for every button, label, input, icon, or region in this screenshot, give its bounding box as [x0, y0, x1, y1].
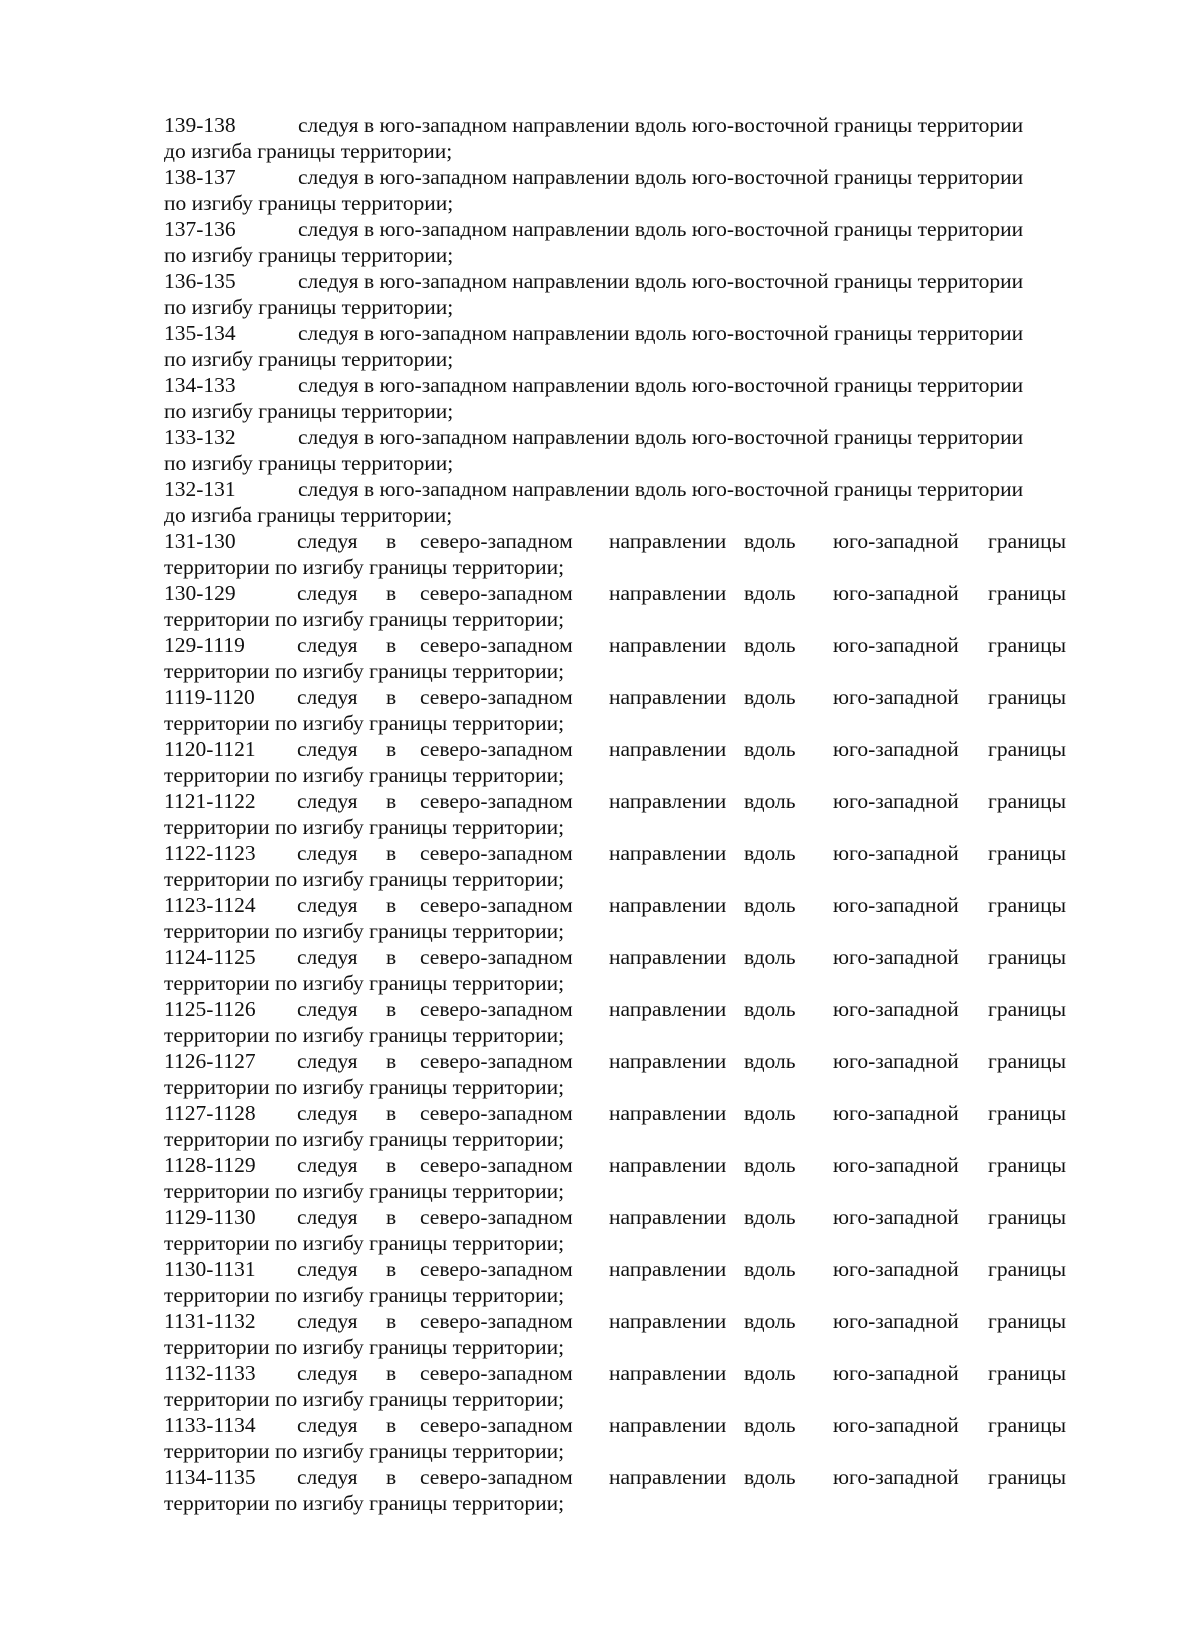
description-word: вдоль: [744, 893, 796, 917]
segment-description-continuation: по изгибу границы территории;: [164, 191, 454, 215]
segment-description-continuation: до изгиба границы территории;: [164, 503, 453, 527]
description-word: направлении: [609, 529, 727, 553]
description-word: северо-западном: [420, 1465, 573, 1489]
description-word: юго-западной: [833, 1257, 959, 1281]
description-word: направлении: [609, 685, 727, 709]
description-word: северо-западном: [420, 737, 573, 761]
description-word: направлении: [609, 581, 727, 605]
description-word: вдоль: [744, 841, 796, 865]
description-word: в: [386, 893, 397, 917]
segment-description: следуя в юго-западном направлении вдоль юго-восточной границы территории: [298, 425, 1024, 449]
description-word: следуя: [297, 1153, 358, 1177]
description-word: северо-западном: [420, 1413, 573, 1437]
segment-description: следуя в юго-западном направлении вдоль юго-восточной границы территории: [298, 217, 1024, 241]
description-word: направлении: [609, 841, 727, 865]
description-word: северо-западном: [420, 841, 573, 865]
description-word: следуя: [297, 685, 358, 709]
segment-code: 136-135: [164, 269, 236, 293]
description-word: юго-западной: [833, 1361, 959, 1385]
description-word: направлении: [609, 1309, 727, 1333]
boundary-entry: [164, 944, 1080, 996]
boundary-entry: [164, 476, 1080, 528]
segment-description-continuation: территории по изгибу границы территории;: [164, 971, 565, 995]
description-word: границы: [988, 945, 1067, 969]
description-word: границы: [988, 529, 1067, 553]
boundary-entry: [164, 1308, 1080, 1360]
description-word: следуя: [297, 1049, 358, 1073]
description-word: в: [386, 1257, 397, 1281]
description-word: границы: [988, 1205, 1067, 1229]
description-word: юго-западной: [833, 1205, 959, 1229]
description-word: границы: [988, 893, 1067, 917]
description-word: вдоль: [744, 1361, 796, 1385]
segment-description: следуя в юго-западном направлении вдоль юго-восточной границы территории: [298, 269, 1024, 293]
description-word: северо-западном: [420, 1257, 573, 1281]
description-word: северо-западном: [420, 685, 573, 709]
segment-description-continuation: территории по изгибу границы территории;: [164, 607, 565, 631]
description-word: следуя: [297, 1309, 358, 1333]
description-word: направлении: [609, 997, 727, 1021]
segment-description-continuation: территории по изгибу границы территории;: [164, 919, 565, 943]
boundary-entry: [164, 996, 1080, 1048]
segment-description-continuation: территории по изгибу границы территории;: [164, 763, 565, 787]
description-word: вдоль: [744, 1153, 796, 1177]
description-word: направлении: [609, 1101, 727, 1125]
description-word: вдоль: [744, 1205, 796, 1229]
description-word: в: [386, 1049, 397, 1073]
segment-code: 139-138: [164, 113, 236, 137]
description-word: юго-западной: [833, 1309, 959, 1333]
boundary-entry: [164, 112, 1080, 164]
segment-code: 1134-1135: [164, 1465, 256, 1489]
description-word: направлении: [609, 945, 727, 969]
description-word: северо-западном: [420, 529, 573, 553]
description-word: в: [386, 1465, 397, 1489]
description-word: юго-западной: [833, 581, 959, 605]
segment-description-continuation: территории по изгибу границы территории;: [164, 711, 565, 735]
segment-description-continuation: территории по изгибу границы территории;: [164, 1283, 565, 1307]
description-word: границы: [988, 997, 1067, 1021]
description-word: следуя: [297, 633, 358, 657]
boundary-entry: [164, 580, 1080, 632]
description-word: границы: [988, 1465, 1067, 1489]
description-word: северо-западном: [420, 1205, 573, 1229]
description-word: следуя: [297, 1257, 358, 1281]
segment-code: 1128-1129: [164, 1153, 256, 1177]
description-word: границы: [988, 685, 1067, 709]
description-word: юго-западной: [833, 997, 959, 1021]
description-word: северо-западном: [420, 633, 573, 657]
description-word: направлении: [609, 1257, 727, 1281]
description-word: следуя: [297, 1361, 358, 1385]
description-word: направлении: [609, 789, 727, 813]
description-word: следуя: [297, 1413, 358, 1437]
segment-code: 1126-1127: [164, 1049, 256, 1073]
segment-description-continuation: территории по изгибу границы территории;: [164, 1127, 565, 1151]
description-word: границы: [988, 737, 1067, 761]
boundary-entry: [164, 528, 1080, 580]
segment-description-continuation: территории по изгибу границы территории;: [164, 1075, 565, 1099]
description-word: вдоль: [744, 1101, 796, 1125]
boundary-entry: [164, 736, 1080, 788]
description-word: в: [386, 1101, 397, 1125]
description-word: в: [386, 841, 397, 865]
segment-code: 1120-1121: [164, 737, 256, 761]
description-word: следуя: [297, 789, 358, 813]
description-word: вдоль: [744, 945, 796, 969]
description-word: северо-западном: [420, 1101, 573, 1125]
segment-description-continuation: территории по изгибу границы территории;: [164, 1023, 565, 1047]
boundary-description-list: [164, 112, 1080, 1516]
segment-code: 1129-1130: [164, 1205, 256, 1229]
segment-description-continuation: территории по изгибу границы территории;: [164, 1491, 565, 1515]
description-word: направлении: [609, 1049, 727, 1073]
description-word: направлении: [609, 1153, 727, 1177]
description-word: юго-западной: [833, 685, 959, 709]
description-word: вдоль: [744, 529, 796, 553]
boundary-entry: [164, 216, 1080, 268]
segment-code: 1119-1120: [164, 685, 255, 709]
description-word: следуя: [297, 1101, 358, 1125]
description-word: юго-западной: [833, 1101, 959, 1125]
description-word: вдоль: [744, 789, 796, 813]
description-word: северо-западном: [420, 997, 573, 1021]
boundary-entry: [164, 1256, 1080, 1308]
description-word: в: [386, 1153, 397, 1177]
description-word: следуя: [297, 1205, 358, 1229]
description-word: границы: [988, 789, 1067, 813]
boundary-entry: [164, 268, 1080, 320]
segment-description-continuation: территории по изгибу границы территории;: [164, 867, 565, 891]
segment-code: 131-130: [164, 529, 236, 553]
segment-description: следуя в юго-западном направлении вдоль юго-восточной границы территории: [298, 165, 1024, 189]
segment-code: 1124-1125: [164, 945, 256, 969]
description-word: границы: [988, 1257, 1067, 1281]
segment-description-continuation: территории по изгибу границы территории;: [164, 555, 565, 579]
boundary-entry: [164, 1100, 1080, 1152]
description-word: северо-западном: [420, 789, 573, 813]
description-word: следуя: [297, 893, 358, 917]
description-word: юго-западной: [833, 1413, 959, 1437]
description-word: следуя: [297, 581, 358, 605]
segment-description-continuation: по изгибу границы территории;: [164, 295, 454, 319]
segment-description-continuation: территории по изгибу границы территории;: [164, 815, 565, 839]
description-word: направлении: [609, 737, 727, 761]
description-word: вдоль: [744, 1049, 796, 1073]
segment-code: 130-129: [164, 581, 236, 605]
segment-code: 129-1119: [164, 633, 245, 657]
description-word: в: [386, 633, 397, 657]
segment-code: 1125-1126: [164, 997, 256, 1021]
boundary-entry: [164, 892, 1080, 944]
segment-code: 1130-1131: [164, 1257, 256, 1281]
description-word: границы: [988, 581, 1067, 605]
description-word: в: [386, 1309, 397, 1333]
description-word: северо-западном: [420, 1309, 573, 1333]
description-word: юго-западной: [833, 789, 959, 813]
description-word: северо-западном: [420, 1361, 573, 1385]
segment-description-continuation: территории по изгибу границы территории;: [164, 1179, 565, 1203]
description-word: границы: [988, 1309, 1067, 1333]
description-word: вдоль: [744, 1413, 796, 1437]
description-word: вдоль: [744, 581, 796, 605]
description-word: вдоль: [744, 633, 796, 657]
description-word: юго-западной: [833, 841, 959, 865]
description-word: северо-западном: [420, 1049, 573, 1073]
segment-description: следуя в юго-западном направлении вдоль юго-восточной границы территории: [298, 113, 1024, 137]
description-word: юго-западной: [833, 945, 959, 969]
description-word: юго-западной: [833, 633, 959, 657]
segment-code: 1123-1124: [164, 893, 256, 917]
description-word: юго-западной: [833, 737, 959, 761]
segment-description-continuation: территории по изгибу границы территории;: [164, 1387, 565, 1411]
description-word: вдоль: [744, 997, 796, 1021]
segment-description-continuation: до изгиба границы территории;: [164, 139, 453, 163]
description-word: направлении: [609, 893, 727, 917]
description-word: в: [386, 1413, 397, 1437]
description-word: границы: [988, 1413, 1067, 1437]
boundary-entry: [164, 632, 1080, 684]
segment-description-continuation: территории по изгибу границы территории;: [164, 1439, 565, 1463]
boundary-entry: [164, 424, 1080, 476]
description-word: направлении: [609, 1413, 727, 1437]
boundary-entry: [164, 1464, 1080, 1516]
description-word: юго-западной: [833, 893, 959, 917]
boundary-entry: [164, 1412, 1080, 1464]
boundary-entry: [164, 1360, 1080, 1412]
boundary-entry: [164, 164, 1080, 216]
segment-description-continuation: по изгибу границы территории;: [164, 243, 454, 267]
description-word: юго-западной: [833, 1049, 959, 1073]
description-word: в: [386, 997, 397, 1021]
description-word: в: [386, 529, 397, 553]
description-word: следуя: [297, 841, 358, 865]
description-word: в: [386, 789, 397, 813]
segment-description-continuation: территории по изгибу границы территории;: [164, 1335, 565, 1359]
boundary-entry: [164, 788, 1080, 840]
description-word: следуя: [297, 737, 358, 761]
description-word: вдоль: [744, 1309, 796, 1333]
segment-description-continuation: территории по изгибу границы территории;: [164, 1231, 565, 1255]
description-word: следуя: [297, 945, 358, 969]
segment-description-continuation: по изгибу границы территории;: [164, 399, 454, 423]
segment-code: 1121-1122: [164, 789, 256, 813]
description-word: границы: [988, 633, 1067, 657]
segment-code: 138-137: [164, 165, 236, 189]
segment-description-continuation: по изгибу границы территории;: [164, 451, 454, 475]
description-word: северо-западном: [420, 893, 573, 917]
description-word: в: [386, 581, 397, 605]
description-word: в: [386, 1205, 397, 1229]
boundary-entry: [164, 320, 1080, 372]
segment-code: 1122-1123: [164, 841, 256, 865]
description-word: юго-западной: [833, 1153, 959, 1177]
segment-code: 1131-1132: [164, 1309, 256, 1333]
description-word: вдоль: [744, 737, 796, 761]
description-word: вдоль: [744, 1465, 796, 1489]
description-word: направлении: [609, 1361, 727, 1385]
description-word: юго-западной: [833, 529, 959, 553]
segment-code: 1127-1128: [164, 1101, 256, 1125]
description-word: вдоль: [744, 685, 796, 709]
boundary-entry: [164, 1048, 1080, 1100]
description-word: следуя: [297, 997, 358, 1021]
description-word: северо-западном: [420, 581, 573, 605]
description-word: следуя: [297, 529, 358, 553]
description-word: в: [386, 945, 397, 969]
description-word: границы: [988, 1101, 1067, 1125]
segment-description-continuation: по изгибу границы территории;: [164, 347, 454, 371]
segment-code: 1133-1134: [164, 1413, 256, 1437]
description-word: вдоль: [744, 1257, 796, 1281]
description-word: границы: [988, 1049, 1067, 1073]
description-word: в: [386, 737, 397, 761]
segment-description-continuation: территории по изгибу границы территории;: [164, 659, 565, 683]
segment-code: 134-133: [164, 373, 236, 397]
segment-description: следуя в юго-западном направлении вдоль юго-восточной границы территории: [298, 477, 1024, 501]
description-word: в: [386, 685, 397, 709]
description-word: северо-западном: [420, 1153, 573, 1177]
boundary-entry: [164, 684, 1080, 736]
description-word: направлении: [609, 633, 727, 657]
segment-code: 132-131: [164, 477, 236, 501]
description-word: северо-западном: [420, 945, 573, 969]
description-word: границы: [988, 841, 1067, 865]
description-word: следуя: [297, 1465, 358, 1489]
segment-description: следуя в юго-западном направлении вдоль юго-восточной границы территории: [298, 373, 1024, 397]
boundary-entry: [164, 840, 1080, 892]
segment-code: 1132-1133: [164, 1361, 256, 1385]
description-word: границы: [988, 1361, 1067, 1385]
boundary-entry: [164, 1152, 1080, 1204]
segment-code: 135-134: [164, 321, 236, 345]
description-word: направлении: [609, 1205, 727, 1229]
description-word: границы: [988, 1153, 1067, 1177]
description-word: направлении: [609, 1465, 727, 1489]
description-word: юго-западной: [833, 1465, 959, 1489]
boundary-entry: [164, 372, 1080, 424]
segment-code: 137-136: [164, 217, 236, 241]
segment-code: 133-132: [164, 425, 236, 449]
segment-description: следуя в юго-западном направлении вдоль юго-восточной границы территории: [298, 321, 1024, 345]
boundary-entry: [164, 1204, 1080, 1256]
description-word: в: [386, 1361, 397, 1385]
